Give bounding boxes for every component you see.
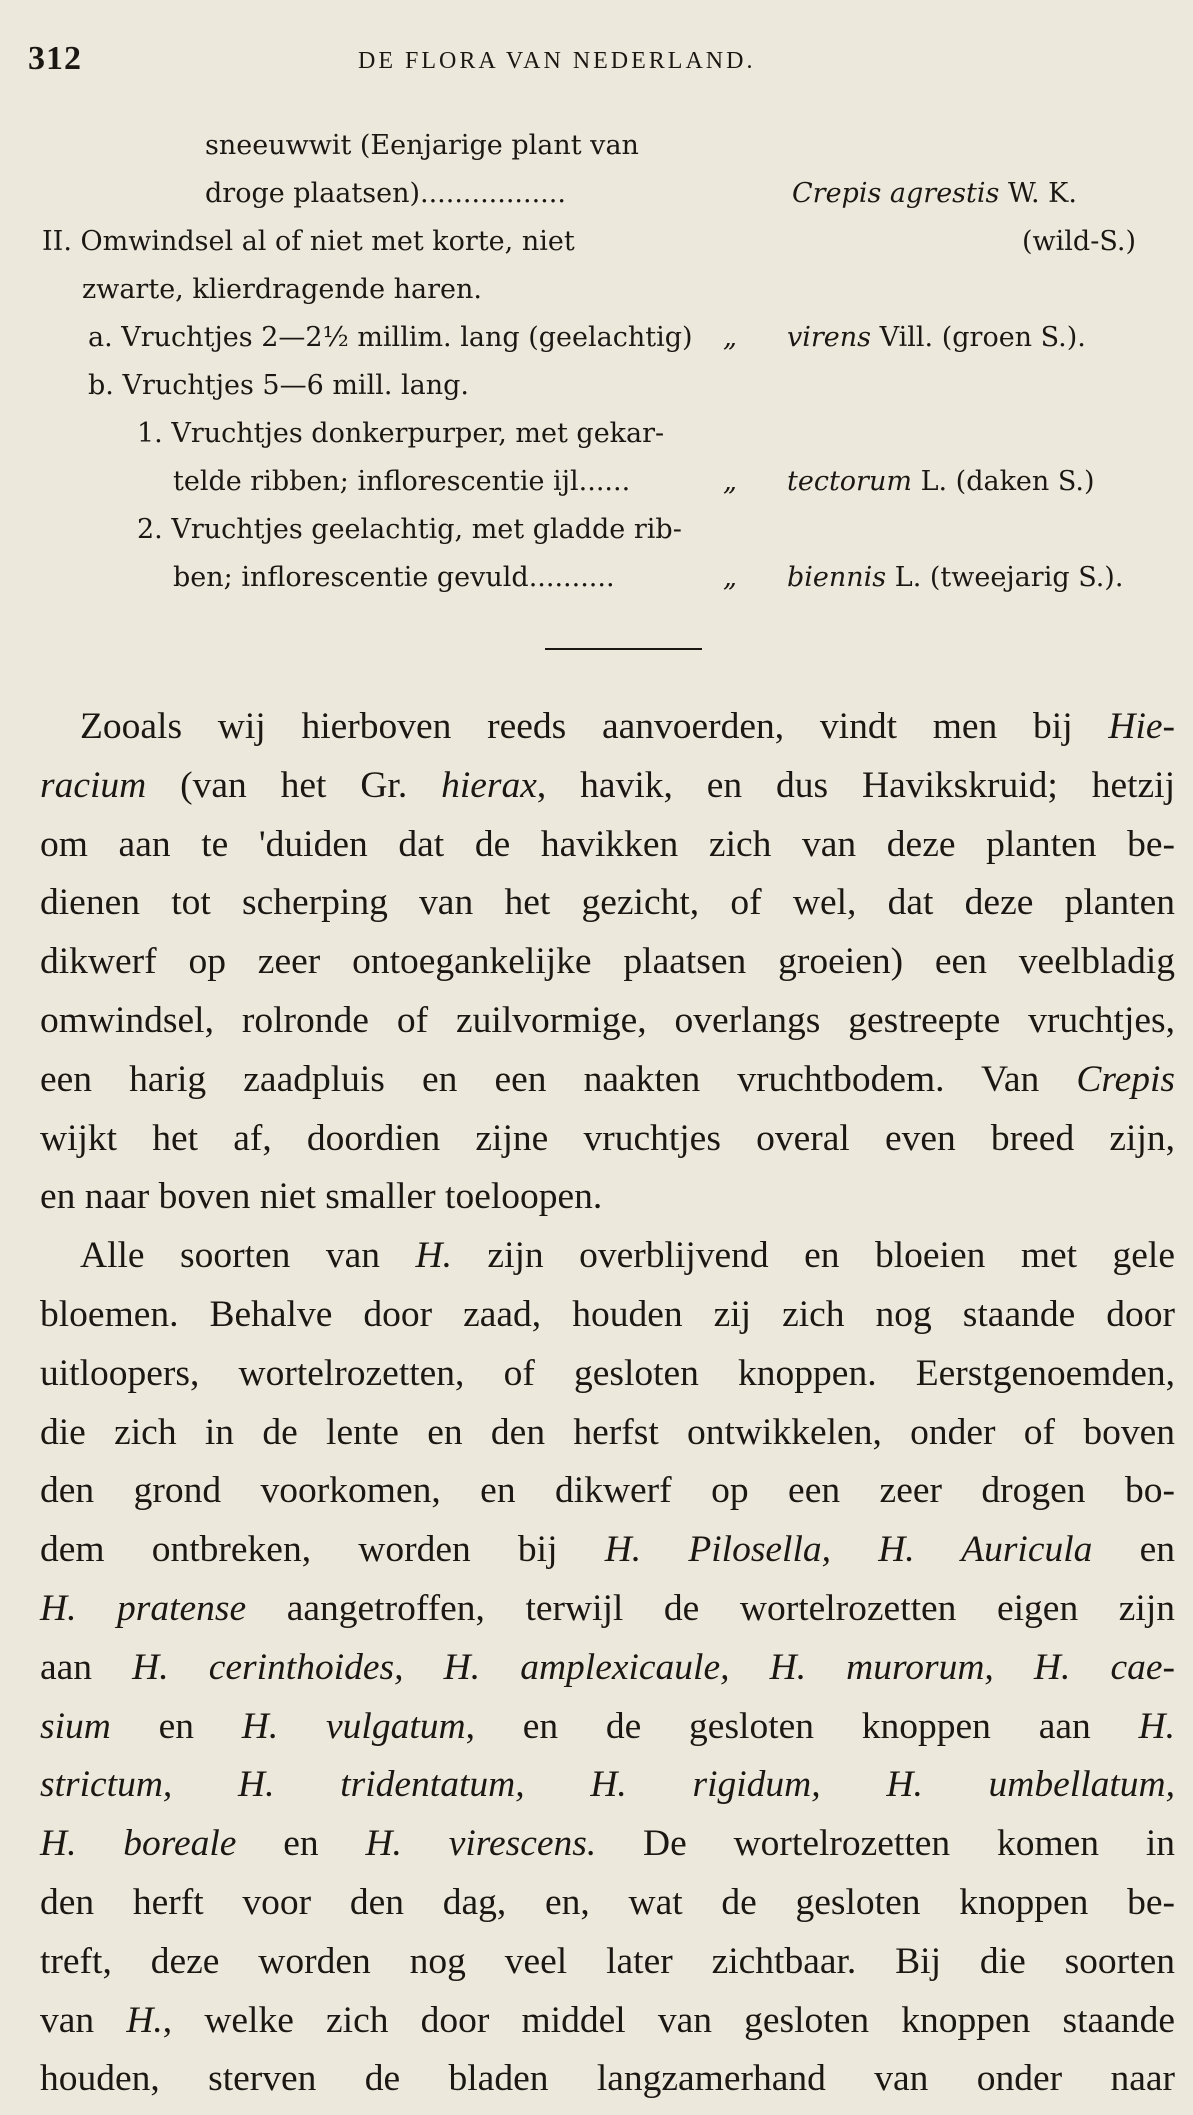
species-name-rest: L. (tweejarig S.). (894, 562, 1124, 593)
text-line (40, 1763, 1175, 1821)
text-segment: houden, sterven de bladen langzamerhand van onder naar (40, 2058, 1175, 2100)
italic-taxon: Crepis (1076, 1058, 1175, 1100)
text-line (40, 1940, 1175, 1998)
italic-taxon: H. vulgatum (241, 1705, 466, 1747)
key-row (0, 514, 1193, 558)
text-segment: , en de gesloten knoppen aan (465, 1705, 1139, 1747)
text-line (40, 1587, 1175, 1645)
text-segment: en (110, 1705, 242, 1747)
italic-taxon: hierax (441, 764, 537, 806)
text-segment: wijkt het af, doordien zijne vruchtjes overal even breed zijn, (40, 1117, 1175, 1159)
text-segment: een harig zaadpluis en een naakten vruchtbodem. Van (40, 1058, 1077, 1100)
text-line (40, 1352, 1175, 1410)
text-segment: uitloopers, wortelrozetten, of gesloten knoppen. Eerstgenoemden, (40, 1352, 1175, 1394)
text-line (40, 1881, 1175, 1939)
italic-taxon: strictum, H. tridentatum, H. rigidum, H. umbellatum, (40, 1764, 1175, 1806)
text-segment: den grond voorkomen, en dikwerf op een zeer drogen bo- (40, 1470, 1175, 1512)
text-segment: van (40, 1999, 127, 2041)
species-name-italic: tectorum (787, 466, 912, 497)
italic-taxon: H. (415, 1235, 452, 1277)
text-segment: omwindsel, rolronde of zuilvormige, overlangs gestreepte vruchtjes, (40, 1000, 1175, 1041)
ditto-mark: „ (723, 466, 737, 497)
species-name (787, 466, 1095, 497)
section-divider (545, 648, 702, 650)
ditto-mark: „ (723, 322, 737, 353)
text-segment: en naar boven niet smaller toeloopen. (40, 1176, 603, 1218)
key-row-text: droge plaatsen)................. (205, 178, 566, 209)
key-row-text: II. Omwindsel al of niet met korte, niet (42, 226, 575, 257)
text-segment: , welke zich door middel van gesloten knoppen staande (162, 1999, 1175, 2041)
text-segment: den herft voor den dag, en, wat de gesloten knoppen be- (40, 1882, 1175, 1923)
italic-taxon: H. virescens. (365, 1823, 597, 1865)
species-name (792, 178, 1077, 209)
text-line (40, 1705, 1175, 1763)
key-row (0, 370, 1193, 414)
italic-taxon: H. (126, 1999, 163, 2041)
text-segment: aangetroffen, terwijl de wortelrozetten eigen zijn (246, 1588, 1175, 1629)
key-row-text: sneeuwwit (Eenjarige plant van (205, 130, 639, 161)
text-line (40, 1058, 1175, 1116)
key-row (0, 226, 1193, 270)
italic-taxon: Hie- (1108, 706, 1175, 747)
text-segment: Zooals wij hierboven reeds aanvoerden, vindt men bij (80, 706, 1109, 747)
key-row (0, 274, 1193, 318)
text-line (40, 823, 1175, 881)
text-segment: en (1092, 1529, 1175, 1571)
key-row-text: b. Vruchtjes 5—6 mill. lang. (88, 370, 469, 401)
italic-taxon: H. pratense (40, 1588, 247, 1629)
key-row-text: 2. Vruchtjes geelachtig, met gladde rib- (137, 514, 682, 545)
italic-taxon: sium (40, 1705, 111, 1747)
text-segment: die zich in de lente en den herfst ontwikkelen, onder of boven (40, 1411, 1175, 1453)
text-segment: , havik, en dus Havikskruid; hetzij (536, 764, 1175, 806)
text-line (40, 940, 1175, 998)
species-name (787, 322, 1086, 353)
text-line (40, 1293, 1175, 1351)
text-line (40, 1175, 1175, 1233)
key-row (0, 178, 1193, 222)
species-name (787, 562, 1123, 593)
key-row (0, 562, 1193, 606)
key-row-text: a. Vruchtjes 2—2½ millim. lang (geelachtig) (88, 322, 693, 353)
page-header (28, 40, 1153, 90)
key-row (0, 418, 1193, 462)
text-line (40, 1999, 1175, 2057)
key-row (0, 322, 1193, 366)
text-line (40, 999, 1175, 1057)
text-line (80, 705, 1175, 763)
species-name-italic: virens (787, 322, 872, 353)
text-segment: treft, deze worden nog veel later zichtbaar. Bij die soorten (40, 1940, 1175, 1982)
species-common-name: (wild-S.) (1022, 226, 1136, 257)
text-segment: bloemen. Behalve door zaad, houden zij zich nog staande door (40, 1294, 1175, 1335)
text-line (40, 1411, 1175, 1469)
species-name-rest: Vill. (groen S.). (879, 322, 1086, 353)
running-title: DE FLORA VAN NEDERLAND. (358, 48, 756, 74)
text-line (40, 1528, 1175, 1586)
key-row-text: telde ribben; inflorescentie ijl...... (173, 466, 631, 497)
text-segment: dikwerf op zeer ontoegankelijke plaatsen groeien) een veelbladig (40, 941, 1175, 983)
text-line (40, 764, 1175, 822)
italic-taxon: H. cerinthoides, H. amplexicaule, H. murorum, H. cae- (132, 1646, 1175, 1688)
text-segment: Alle soorten van (80, 1235, 416, 1277)
text-segment: aan (40, 1646, 133, 1688)
species-name-rest: L. (daken S.) (920, 466, 1095, 497)
species-name-italic: biennis (787, 562, 887, 593)
text-line (40, 2057, 1175, 2115)
species-name-rest: W. K. (1007, 178, 1077, 209)
ditto-mark: „ (723, 562, 737, 593)
italic-taxon: H. boreale (40, 1823, 237, 1865)
italic-taxon: racium (40, 764, 147, 806)
text-segment: dienen tot scherping van het gezicht, of wel, dat deze planten (40, 882, 1175, 924)
text-line (40, 1117, 1175, 1175)
text-line (40, 881, 1175, 939)
text-segment: om aan te 'duiden dat de havikken zich van deze planten be- (40, 823, 1175, 865)
key-row-text: ben; inflorescentie gevuld.......... (173, 562, 615, 593)
text-segment: zijn overblijvend en bloeien met gele (451, 1235, 1175, 1277)
text-line (40, 1469, 1175, 1527)
key-row (0, 130, 1193, 174)
italic-taxon: H. Pilosella, H. Auricula (604, 1529, 1093, 1571)
text-segment: De wortelrozetten komen in (596, 1823, 1175, 1865)
italic-taxon: H. (1138, 1705, 1175, 1747)
text-segment: (van het Gr. (146, 764, 442, 806)
text-line (40, 1822, 1175, 1880)
text-line (40, 1646, 1175, 1704)
text-segment: en (236, 1823, 366, 1865)
text-line (80, 1234, 1175, 1292)
key-row (0, 466, 1193, 510)
species-name-italic: Crepis agrestis (792, 178, 1000, 209)
text-segment: dem ontbreken, worden bij (40, 1529, 605, 1571)
key-row-text: zwarte, klierdragende haren. (82, 274, 482, 305)
key-row-text: 1. Vruchtjes donkerpurper, met gekar- (137, 418, 665, 449)
page-number: 312 (28, 40, 82, 77)
